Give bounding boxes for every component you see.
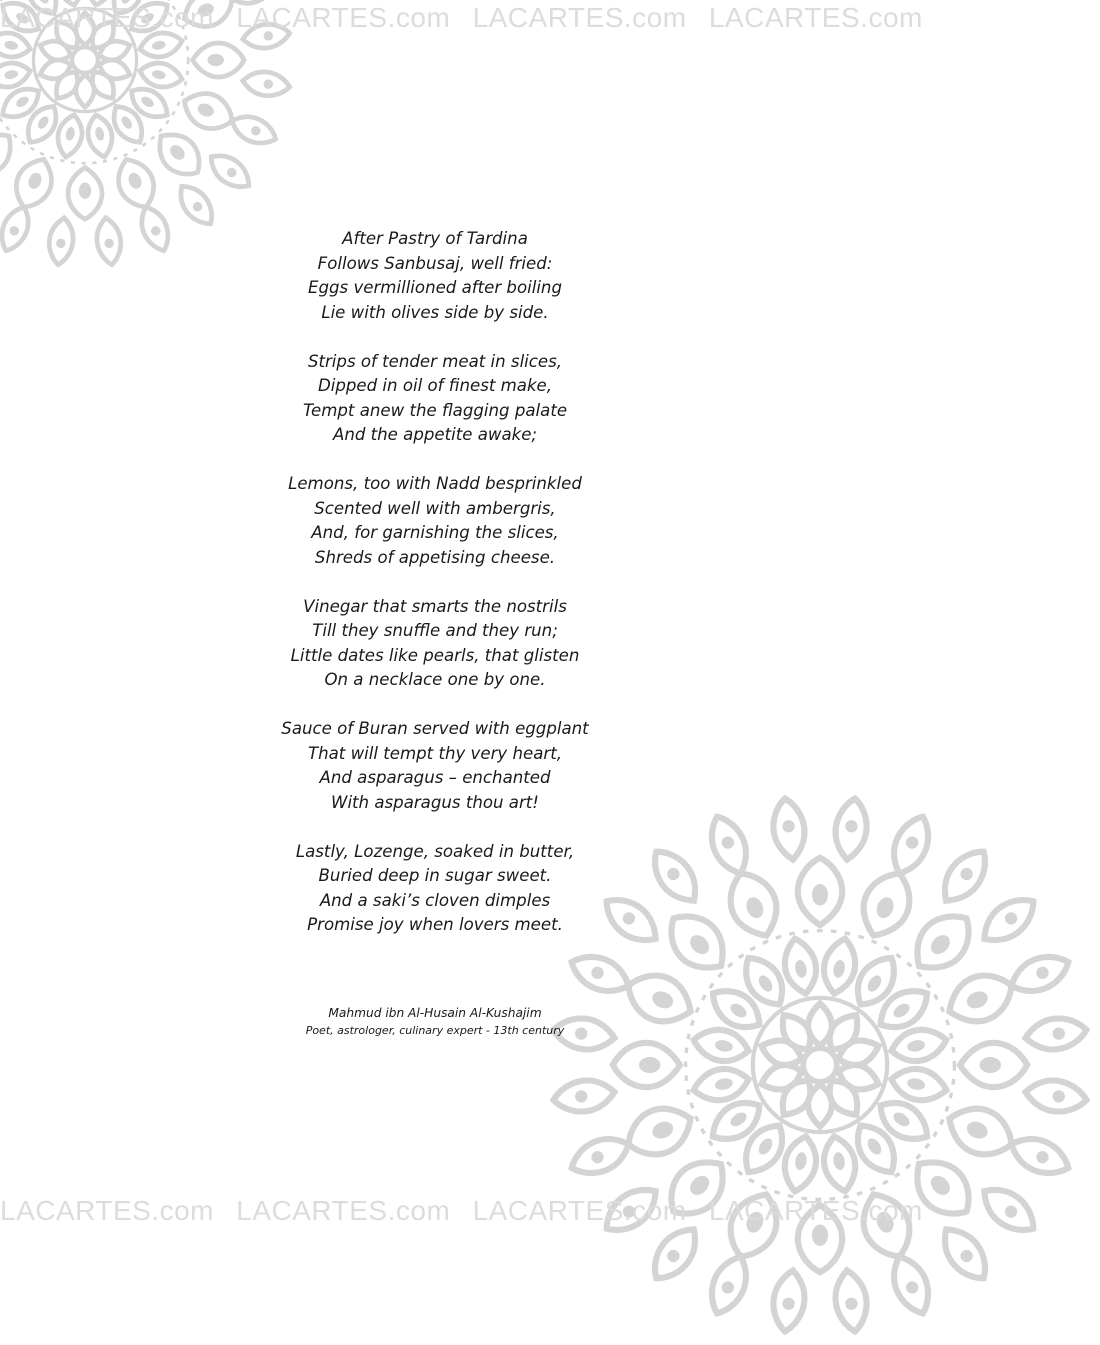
- poem-line: And a saki’s cloven dimples: [319, 890, 551, 910]
- stanza: [0, 350, 870, 448]
- stanza: [0, 840, 870, 938]
- poem-line: Strips of tender meat in slices,: [307, 351, 563, 371]
- poem-line: That will tempt thy very heart,: [307, 743, 563, 763]
- poem-line: And, for garnishing the slices,: [311, 523, 559, 542]
- stanza: [0, 595, 870, 693]
- poem-line: After Pastry of Tardina: [342, 229, 528, 248]
- watermark-text: LACARTES.com: [472, 2, 687, 33]
- poem-line: Lie with olives side by side.: [321, 302, 549, 322]
- watermark-bottom: [0, 1195, 923, 1227]
- watermark-text: LACARTES.com: [708, 1195, 923, 1226]
- poem-line: Shreds of appetising cheese.: [314, 547, 556, 567]
- poem-line: Till they snuffle and they run;: [312, 621, 558, 640]
- poem-line: Lastly, Lozenge, soaked in butter,: [295, 841, 575, 861]
- poem-line: And the appetite awake;: [332, 425, 538, 444]
- stanza: [0, 227, 870, 325]
- poem-line: With asparagus thou art!: [331, 792, 539, 812]
- poem-line: Dipped in oil of finest make,: [317, 376, 553, 395]
- watermark-text: LACARTES.com: [708, 2, 923, 33]
- author-role: Poet, astrologer, culinary expert - 13th century: [305, 1024, 565, 1037]
- poem-line: Vinegar that smarts the nostrils: [303, 596, 567, 616]
- stanza: [0, 472, 870, 570]
- poem-line: Little dates like pearls, that glisten: [290, 645, 580, 665]
- watermark-top: [0, 2, 923, 34]
- watermark-text: LACARTES.com: [236, 1195, 451, 1226]
- attribution: [0, 1004, 870, 1039]
- poem-line: On a necklace one by one.: [324, 670, 546, 689]
- poem-line: Scented well with ambergris,: [314, 498, 556, 518]
- author-name: Mahmud ibn Al-Husain Al-Kushajim: [328, 1006, 542, 1020]
- watermark-text: LACARTES.com: [472, 1195, 687, 1226]
- poem-line: Eggs vermillioned after boiling: [307, 278, 562, 297]
- stanza: [0, 717, 870, 815]
- poem-line: Sauce of Buran served with eggplant: [281, 719, 589, 738]
- watermark-text: LACARTES.com: [0, 1195, 214, 1226]
- poem: [0, 227, 870, 962]
- poem-line: Buried deep in sugar sweet.: [318, 866, 552, 885]
- poem-line: Promise joy when lovers meet.: [307, 915, 563, 934]
- poem-line: And asparagus – enchanted: [319, 768, 551, 787]
- poem-line: Follows Sanbusaj, well fried:: [317, 253, 553, 273]
- watermark-text: LACARTES.com: [236, 2, 451, 33]
- watermark-text: LACARTES.com: [0, 2, 214, 33]
- poem-line: Lemons, too with Nadd besprinkled: [288, 474, 582, 493]
- poem-line: Tempt anew the flagging palate: [302, 400, 568, 420]
